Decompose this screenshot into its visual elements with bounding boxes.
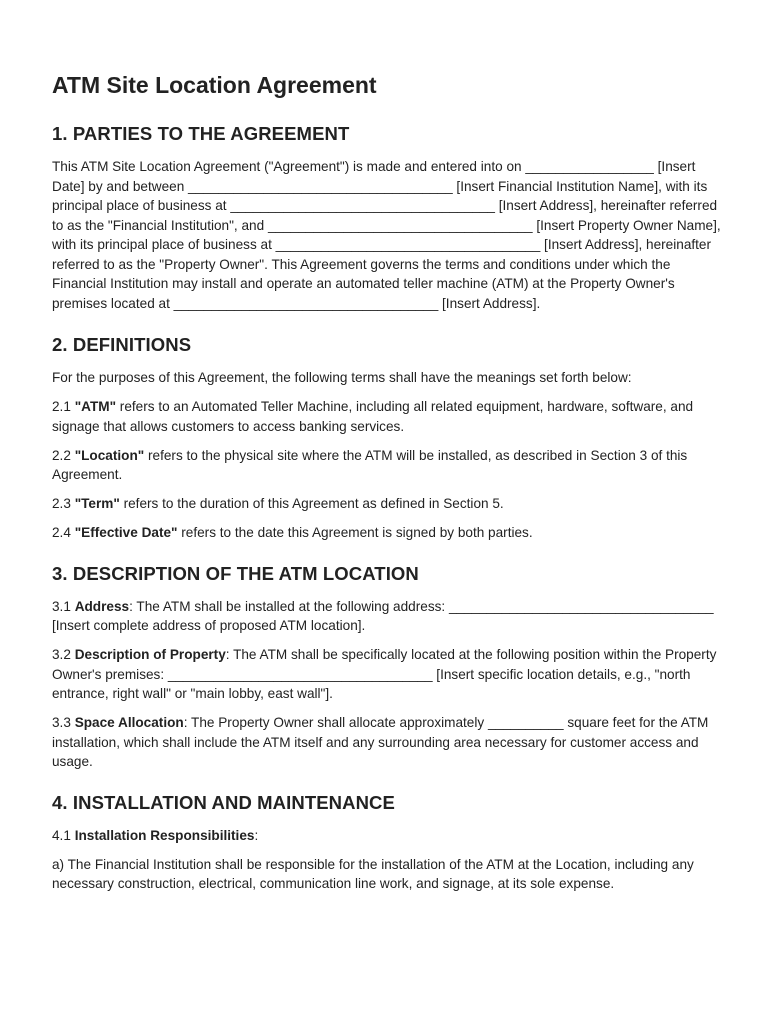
clause-text: : The Property Owner shall allocate approximately __________ square feet for the ATM installation, which shall include the ATM itself and any surrounding area necessary for customer access and usage. bbox=[52, 715, 709, 769]
clause-text: : The ATM shall be installed at the following address: ___________________________________ [Insert complete address of proposed ATM location]. bbox=[52, 598, 714, 633]
definition-item bbox=[52, 494, 722, 514]
item-number: 4.1 bbox=[52, 827, 71, 843]
document-page bbox=[52, 70, 722, 894]
section-heading: 3. DESCRIPTION OF THE ATM LOCATION bbox=[52, 562, 419, 584]
definitions-intro: For the purposes of this Agreement, the following terms shall have the meanings set forth below: bbox=[52, 370, 632, 385]
item-number: 2.1 bbox=[52, 399, 71, 414]
parties-paragraph: This ATM Site Location Agreement ("Agreement") is made and entered into on _________________ [Insert Date] by and between ___________________________________ [Insert Financial Institution Name], with its principal place of business at ___________________________________ [Insert Address], hereinafter referred to as the "Financial Institution", and ___________________________________ [Insert Property Owner Name], with its principal place of business at ___________________________________ [Insert Address], hereinafter referred to as the "Property Owner". This Agreement governs the terms and conditions under which the Financial Institution may install and operate an automated teller machine (ATM) at the Property Owner's premises located at ___________________________________ [Insert Address]. bbox=[52, 159, 721, 311]
definition-item bbox=[52, 397, 722, 436]
clause-item bbox=[52, 826, 722, 846]
clause-term: Space Allocation bbox=[74, 715, 184, 730]
installation-paragraph: a) The Financial Institution shall be responsible for the installation of the ATM at the Location, including any necessary construction, electrical, communication line work, and signage, at its sole expense. bbox=[52, 856, 694, 891]
definition-text: refers to the physical site where the ATM will be installed, as described in Section 3 of this Agreement. bbox=[52, 447, 688, 482]
definition-text: refers to the duration of this Agreement as defined in Section 5. bbox=[119, 496, 504, 511]
clause-text: : bbox=[254, 827, 259, 843]
clause-term: Installation Responsibilities bbox=[74, 827, 255, 843]
document-title: ATM Site Location Agreement bbox=[52, 72, 377, 98]
definition-item bbox=[52, 523, 722, 543]
section-installation bbox=[52, 791, 722, 894]
clause-item bbox=[52, 713, 722, 772]
definition-item bbox=[52, 446, 722, 485]
section-definitions bbox=[52, 333, 722, 543]
section-parties bbox=[52, 122, 722, 313]
item-number: 2.3 bbox=[52, 496, 71, 511]
section-heading: 1. PARTIES TO THE AGREEMENT bbox=[52, 123, 350, 144]
item-number: 3.3 bbox=[52, 715, 71, 730]
defined-term: "Location" bbox=[74, 447, 145, 463]
section-heading: 2. DEFINITIONS bbox=[52, 334, 192, 355]
clause-text: : The ATM shall be specifically located at the following position within the Property Owner's premises: ___________________________________ [Insert specific location details, e.g., "north entrance, right wall" or "main lobby, east wall"]. bbox=[52, 647, 717, 701]
section-heading: 4. INSTALLATION AND MAINTENANCE bbox=[52, 791, 395, 813]
definition-text: refers to the date this Agreement is signed by both parties. bbox=[177, 525, 533, 540]
clause-item bbox=[52, 645, 722, 704]
item-number: 2.2 bbox=[52, 447, 71, 463]
clause-item bbox=[52, 597, 722, 636]
item-number: 3.2 bbox=[52, 647, 71, 662]
defined-term: "ATM" bbox=[74, 399, 117, 414]
clause-term: Description of Property bbox=[74, 647, 226, 662]
item-number: 3.1 bbox=[52, 598, 71, 614]
defined-term: "Effective Date" bbox=[74, 525, 178, 540]
item-number: 2.4 bbox=[52, 525, 71, 540]
defined-term: "Term" bbox=[74, 496, 120, 511]
definition-text: refers to an Automated Teller Machine, including all related equipment, hardware, software, and signage that allows customers to access banking services. bbox=[52, 399, 694, 434]
clause-term: Address bbox=[74, 598, 130, 614]
section-atm-location bbox=[52, 562, 722, 772]
